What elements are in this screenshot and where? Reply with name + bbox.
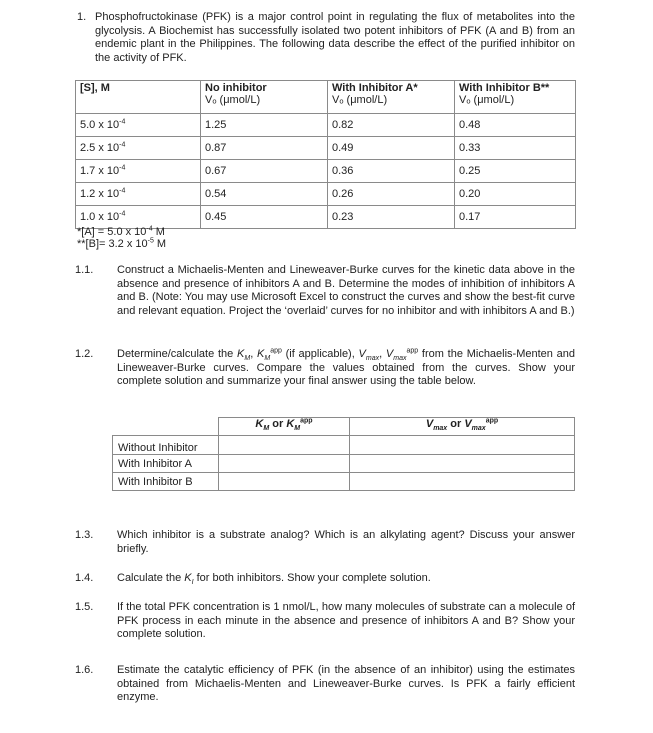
cell-km	[219, 436, 350, 455]
summary-header-row	[113, 418, 575, 436]
cell-no-inhibitor: 1.25	[201, 114, 328, 137]
cell-no-inhibitor: 0.45	[201, 206, 328, 229]
footnote-inhibitor-b: **[B]= 3.2 x $10^{-5}$ M	[77, 237, 167, 250]
cell-inhibitor-b: 0.20	[455, 183, 576, 206]
cell-no-inhibitor: 0.67	[201, 160, 328, 183]
question-1-2-number: 1.2.	[75, 348, 94, 360]
header-inhibitor-a: With Inhibitor A* Vₒ (μmol/L)	[328, 81, 455, 114]
question-1-5-text: If the total PFK concentration is 1 nmol/L, how many molecules of substrate can a molecule of PFK process in each minute in the absence and presence of inhibitors A and B? Show your complete solution.	[117, 601, 575, 641]
summary-corner	[113, 418, 219, 436]
row-label: With Inhibitor B	[113, 473, 219, 491]
row-label: Without Inhibitor	[113, 436, 219, 455]
footnote-inhibitor-a: *[A] = 5.0 x $10^{-4}$ M	[77, 225, 165, 238]
table-row	[113, 455, 575, 473]
cell-inhibitor-a: 0.49	[328, 137, 455, 160]
cell-inhibitor-b: 0.48	[455, 114, 576, 137]
question-1-4-number: 1.4.	[75, 572, 94, 584]
header-no-inhibitor: No inhibitor Vₒ (μmol/L)	[201, 81, 328, 114]
cell-km	[219, 473, 350, 491]
cell-km	[219, 455, 350, 473]
cell-inhibitor-a: 0.23	[328, 206, 455, 229]
question-1-2-text: Determine/calculate the $K_M$, $K_M^{app}$ (if applicable), $V_{max}$, $V_{max}^{app}$ from the Michaelis-Menten and Lineweaver-Burke curves. Compare the values obtained from the curves. Show your complete solution and summarize your final answer using the table below.	[117, 347, 576, 388]
cell-inhibitor-a: 0.26	[328, 183, 455, 206]
table-row	[76, 183, 576, 206]
cell-inhibitor-a: 0.36	[328, 160, 455, 183]
question-1-1-number: 1.1.	[75, 264, 94, 276]
cell-vmax	[350, 473, 575, 491]
question-1-number: 1.	[77, 11, 87, 23]
cell-inhibitor-b: 0.25	[455, 160, 576, 183]
header-inhibitor-b: With Inhibitor B** Vₒ (μmol/L)	[455, 81, 576, 114]
question-1-6-text: Estimate the catalytic efficiency of PFK (in the absence of an inhibitor) using the estimates obtained from Michaelis-Menten and Lineweaver-Burke curves. Is PFK a fairly efficient enzyme.	[117, 664, 575, 704]
summary-table	[112, 417, 575, 491]
cell-no-inhibitor: 0.87	[201, 137, 328, 160]
question-1-4-text: Calculate the $K_I$ for both inhibitors. Show your complete solution.	[117, 572, 431, 587]
cell-substrate: 1.0 x $10^{-4}$	[76, 206, 201, 229]
cell-substrate: 1.2 x $10^{-4}$	[76, 183, 201, 206]
question-1-6-number: 1.6.	[75, 664, 94, 676]
table-row	[76, 137, 576, 160]
row-label: With Inhibitor A	[113, 455, 219, 473]
question-1-5-number: 1.5.	[75, 601, 94, 613]
cell-substrate: 2.5 x $10^{-4}$	[76, 137, 201, 160]
cell-vmax	[350, 455, 575, 473]
table-header-row	[76, 81, 576, 114]
table-row	[76, 114, 576, 137]
question-1-1-text: Construct a Michaelis-Menten and Lineweaver-Burke curves for the kinetic data above in the absence and presence of inhibitors A and B. Determine the modes of inhibition of inhibitors A and B. (Note: You may use Microsoft Excel to construct the curves and show the best-fit curve and relevant equation. Project the ‘overlaid’ curves for no inhibitor and with inhibitors A and B.)	[117, 264, 575, 317]
cell-substrate: 1.7 x $10^{-4}$	[76, 160, 201, 183]
kinetic-data-table	[75, 80, 576, 229]
header-substrate: [S], M	[76, 81, 201, 114]
cell-inhibitor-b: 0.33	[455, 137, 576, 160]
cell-vmax	[350, 436, 575, 455]
cell-no-inhibitor: 0.54	[201, 183, 328, 206]
question-1-3-number: 1.3.	[75, 529, 94, 541]
table-row	[113, 436, 575, 455]
cell-substrate: 5.0 x $10^{-4}$	[76, 114, 201, 137]
question-1-3-text: Which inhibitor is a substrate analog? Which is an alkylating agent? Discuss your answer briefly.	[117, 529, 575, 555]
question-1-intro: Phosphofructokinase (PFK) is a major control point in regulating the flux of metabolites into the glycolysis. A Biochemist has successfully isolated two potent inhibitors of PFK (A and B) from an endemic plant in the Philippines. The following data describe the effect of the purified inhibitor on the activity of PFK.	[95, 11, 575, 64]
cell-inhibitor-a: 0.82	[328, 114, 455, 137]
header-vmax: $V_{max}$ or $V_{max}^{app}$	[350, 418, 575, 436]
header-km: $K_M$ or $K_M^{app}$	[219, 418, 350, 436]
table-row	[76, 160, 576, 183]
table-row	[113, 473, 575, 491]
cell-inhibitor-b: 0.17	[455, 206, 576, 229]
